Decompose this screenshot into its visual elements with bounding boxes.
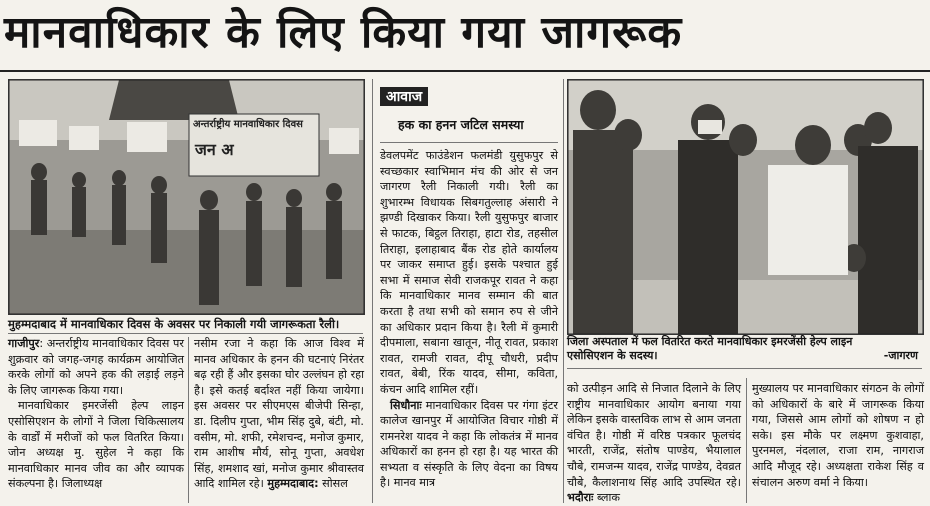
headline-rule: [0, 70, 930, 72]
kicker-label: आवाज: [380, 87, 428, 106]
column-divider: [188, 337, 189, 503]
col2-paragraph-1: नसीम रजा ने कहा कि आज विश्व में मानव अधिकार के हनन की घटनाएं निरंतर बढ़ रही हैं और इसका घोर उल्लंघन हो रहा है। इसे कतई बर्दाश्त नहीं किया जायेगा। इस अवसर पर सीएमएस बीजेपी सिन्हा, डा. दिलीप गुप्ता, भीम सिंह दुबे, बंटी, मो. वसीम, मो. शफी, रमेशचन्द, मनोज कुमार, राम आशीष मौर्य, सोनू गुप्ता, अवधेश सिंह, शमशाद खां, मनोज कुमार श्रीवास्तव आदि शामिल रहे।: [194, 337, 364, 491]
col2-paragraph-2: सोसल: [322, 477, 348, 491]
banner-text-1: अन्तर्राष्ट्रीय मानवाधिकार दिवस: [193, 119, 303, 130]
article-column-4: [567, 381, 741, 506]
col3-paragraph-1: डेवलपमेंट फाउंडेशन फलमंडी युसुफपुर से स्वच्छकार स्वाभिमान मंच की ओर से जन जागरण रैली निकाली गयी। रैली का शुभारम्भ विधायक सिबगतुल्लाह अंसारी ने झण्डी दिखाकर किया। रैली युसुफपुर बाजार से फाटक, बिट्ठल तिराहा, हाटा रोड, तहसील तिराहा, इलाहाबाद बैंक रोड होते कार्यालय पर जाकर समाप्त हुई। इसके पश्चात हुई सभा में समाज सेवी राजकपूर रावत ने कहा कि मानवाधिकार मानव सम्मान की बात करता है तथा सभी को समान रुप से जीने का अधिकार प्रदान किया है। रैली में कुमारी दीपमाला, सबाना खातून, नीतू रावत, प्रकाश रावत, रामजी रावत, दीपू चौधरी, प्रदीप रावत, बेबी, रिंक यादव, सीमा, कविता, कंचन आदि शामिल रहीं।: [380, 149, 558, 396]
rally-photo-caption: मुहम्मदाबाद में मानवाधिकार दिवस के अवसर पर निकाली गयी जागरूकता रैली।: [8, 317, 340, 331]
dateline-muhammadabad: मुहम्मदाबाद:: [267, 477, 319, 491]
hospital-photo: [567, 79, 924, 335]
col3-paragraph-2: मानवाधिकार दिवस पर गंगा इंटर कालेज खानपुर में आयोजित विचार गोष्ठी में रामनरेश यादव ने कहा कि लोकतंत्र में मानव अधिकारों का हनन हो रहा है। यह भारत की सभ्यता व संस्कृति के लिए वेदना का विषय है। मानव मात्र: [380, 398, 558, 490]
column-divider: [746, 378, 747, 503]
article-column-3: [380, 148, 558, 491]
sub-headline: हक का हनन जटिल समस्या: [398, 117, 524, 132]
col1-paragraph-1: : अन्तर्राष्ट्रीय मानवाधिकार दिवस पर शुक्रवार को जगह-जगह कार्यक्रम आयोजित करके लोगों को अपने हक की लड़ाई लड़ने के लिए जागरूक किया गया।: [8, 337, 184, 397]
page-headline: मानवाधिकार के लिए किया गया जागरूक: [4, 7, 683, 58]
caption-line-1: जिला अस्पताल में फल वितरित करते मानवाधिकार इमरजेंसी हेल्प लाइन: [567, 335, 853, 348]
caption-rule: [567, 368, 922, 369]
sub-headline-rule: [380, 142, 558, 143]
hospital-photo-caption: [567, 335, 922, 363]
article-column-5: [752, 381, 924, 490]
photo-credit: -जागरण: [883, 349, 918, 362]
dateline-bhadaura: भदौराः: [567, 491, 594, 505]
sub-story-header: [380, 86, 556, 133]
col4-paragraph-1: को उत्पीड़न आदि से निजात दिलाने के लिए राष्ट्रीय मानवाधिकार आयोग बनाया गया लेकिन इसके वास्तविक लाभ से आम जनता वंचित है। गोष्ठी में वरिष्ठ पत्रकार फूलचंद भारती, राजेंद्र, संतोष पाण्डेय, भैयालाल चौबे, रामजन्म यादव, राजेंद्र पाण्डेय, देवव्रत चौबे, कैलाशनाथ सिंह आदि उपस्थित रहे।: [567, 382, 741, 489]
col1-paragraph-2: मानवाधिकार इमरजेंसी हेल्प लाइन एसोसिएशन के लोगों ने जिला चिकित्सालय के वार्डों में मरीजों को फल वितरित किया। जोन अध्यक्ष मु. सुहेल ने कहा कि मानवाधिकार मानव जीव का और व्यापक संकल्पना है। जिलाध्यक्ष: [8, 399, 184, 491]
dateline-sidhauna: सिधौनाः: [390, 398, 422, 412]
article-column-2: [194, 336, 364, 492]
column-divider: [372, 79, 373, 503]
col5-paragraph-1: मुख्यालय पर मानवाधिकार संगठन के लोगों को अधिकारों के बारे में जागरूक किया गया, जिससे आम लोगों को शोषण न हो सके। इस मौके पर लक्ष्मण कुशवाहा, पुरनमल, नंदलाल, राजा राम, नागराज आदि मौजूद रहे। अध्यक्षता राकेश सिंह व संचालन अरुण वर्मा ने किया।: [752, 382, 924, 489]
banner-text-2: जन अ: [195, 140, 234, 159]
caption-line-2: एसोसिएशन के सदस्य।: [567, 349, 658, 362]
column-divider: [563, 79, 564, 503]
article-column-1: [8, 336, 184, 492]
headline-area: [0, 2, 930, 70]
dateline-ghazipur: गाजीपुर: [8, 337, 40, 350]
col4-paragraph-2: ब्लाक: [597, 491, 620, 505]
rally-photo: [8, 79, 365, 315]
caption-rule: [8, 333, 363, 334]
